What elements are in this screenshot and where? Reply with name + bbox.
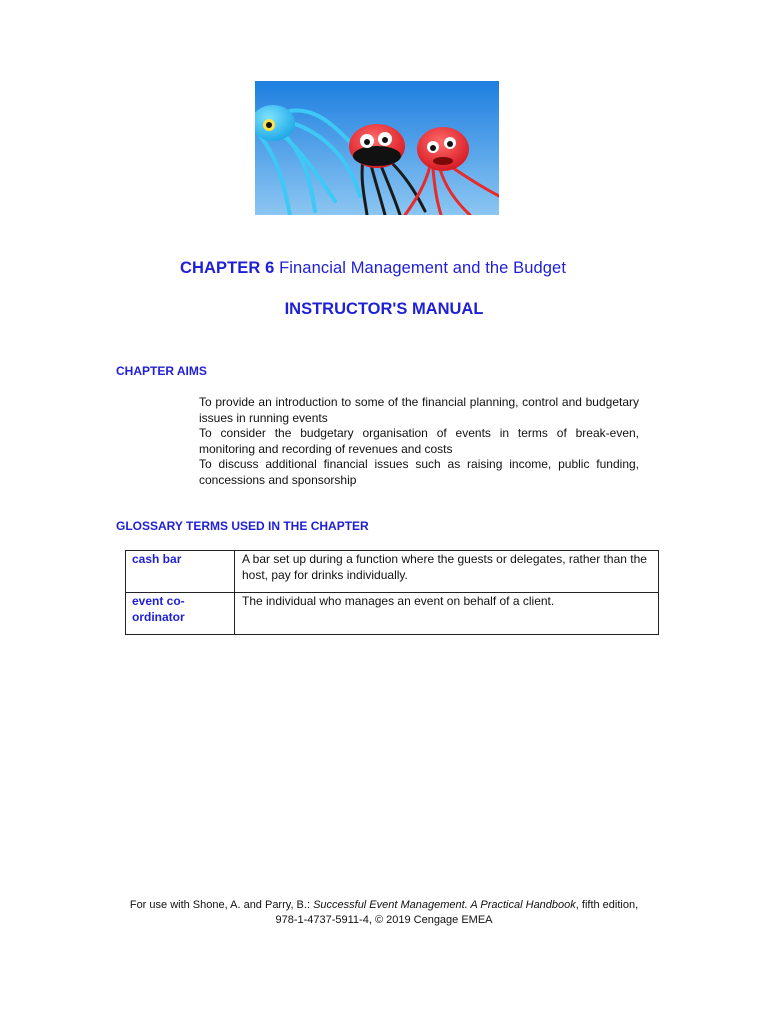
table-row xyxy=(126,593,659,635)
footer-suffix: , fifth edition, xyxy=(575,899,639,911)
manual-title: INSTRUCTOR'S MANUAL xyxy=(284,300,484,318)
glossary-definition: The individual who manages an event on behalf of a client. xyxy=(235,593,659,635)
glossary-term: cash bar xyxy=(126,551,235,593)
footer-line-2: 978-1-4737-5911-4, © 2019 Cengage EMEA xyxy=(275,914,493,926)
chapter-name: Financial Management and the Budget xyxy=(279,259,567,277)
footer-line-1 xyxy=(0,898,768,913)
cover-image xyxy=(255,81,499,215)
glossary-table xyxy=(125,550,659,635)
footer-prefix: For use with Shone, A. and Parry, B.: xyxy=(129,899,314,911)
kites-photo-icon xyxy=(255,81,499,215)
page-footer xyxy=(0,898,768,928)
glossary-definition: A bar set up during a function where the guests or delegates, rather than the host, pay for drinks individually. xyxy=(235,551,659,593)
chapter-title xyxy=(0,259,746,278)
chapter-aims-list xyxy=(199,395,639,488)
aim-item: To consider the budgetary organisation of events in terms of break-even, monitoring and recording of revenues and costs xyxy=(199,426,639,456)
aim-item: To provide an introduction to some of the financial planning, control and budgetary issues in running events xyxy=(199,395,639,425)
table-row xyxy=(126,551,659,593)
footer-book-title: Successful Event Management. A Practical Handbook xyxy=(313,899,576,911)
glossary-term: event co-ordinator xyxy=(126,593,235,635)
glossary-heading: GLOSSARY TERMS USED IN THE CHAPTER xyxy=(116,519,369,533)
chapter-aims-heading: CHAPTER AIMS xyxy=(116,364,207,378)
chapter-number: CHAPTER 6 xyxy=(179,259,275,277)
aim-item: To discuss additional financial issues such as raising income, public funding, concessions and sponsorship xyxy=(199,457,639,487)
